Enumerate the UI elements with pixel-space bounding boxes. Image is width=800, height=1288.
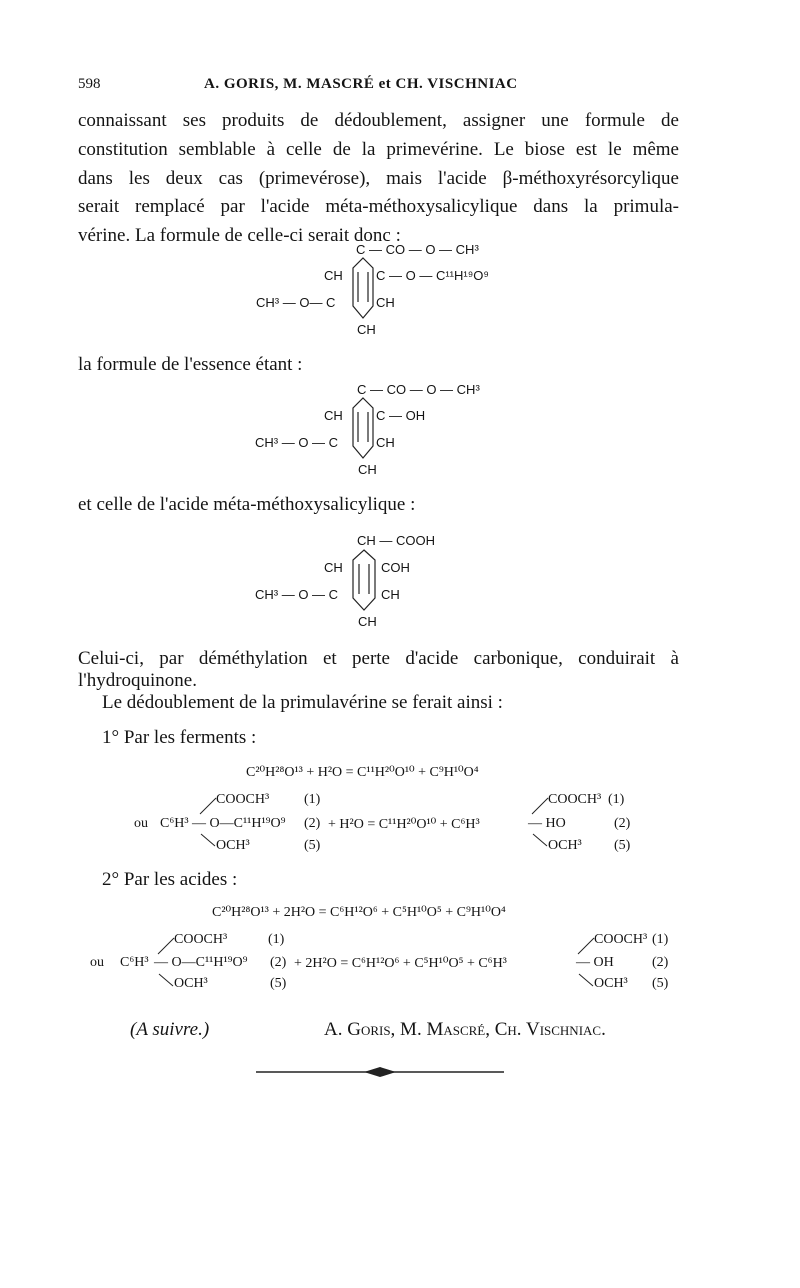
formula-bottom-group: CH xyxy=(358,614,377,629)
benzene-ring-icon xyxy=(350,396,376,460)
formula-right-lower: CH xyxy=(376,435,395,450)
position-number: (1) xyxy=(268,932,285,947)
summary-equation: C²⁰H²⁸O¹³ + 2H²O = C⁶H¹²O⁶ + C⁵H¹⁰O⁵ + C⁹H¹⁰O⁴ xyxy=(212,905,506,920)
formula-right-upper: COH xyxy=(381,560,410,575)
benzene-ring-icon xyxy=(350,256,376,320)
body-line: vérine. La formule de celle-ci serait donc : xyxy=(78,225,401,246)
position-number: (5) xyxy=(304,838,321,853)
formula-bottom-group: CH xyxy=(357,322,376,337)
formula-right-upper: C — O — C¹¹H¹⁹O⁹ xyxy=(376,268,489,283)
formula-bottom-group: CH xyxy=(358,462,377,477)
formula-left-lower: CH³ — O — C xyxy=(255,435,339,450)
position-number: (5) xyxy=(614,838,631,853)
body-line: dans les deux cas (primevérose), mais l'acide β-méthoxyrésorcylique xyxy=(78,168,679,189)
section-heading-ferments: 1° Par les ferments : xyxy=(102,727,257,748)
substituent-hydroxyl: — OH xyxy=(576,955,614,970)
a-suivre-note: (A suivre.) xyxy=(130,1019,210,1040)
body-line: serait remplacé par l'acide méta-méthoxysalicylique dans la primula- xyxy=(78,196,679,217)
summary-equation: C²⁰H²⁸O¹³ + H²O = C¹¹H²⁰O¹⁰ + C⁹H¹⁰O⁴ xyxy=(246,765,479,780)
position-number: (2) xyxy=(270,955,287,970)
formula-top-group: C — CO — O — CH³ xyxy=(357,382,480,397)
position-number: (2) xyxy=(304,816,321,831)
substituent-och3: OCH³ xyxy=(216,838,250,853)
position-number: (1) xyxy=(304,792,321,807)
substituent-hydroxyl: — HO xyxy=(528,816,566,831)
position-number: (5) xyxy=(270,976,287,991)
ou-label: ou xyxy=(134,816,148,831)
formula-left-upper: CH xyxy=(324,408,343,423)
formula-top-group: CH — COOH xyxy=(357,533,435,548)
substituent-glycoside: — O—C¹¹H¹⁹O⁹ xyxy=(154,955,248,970)
substituent-cooch3: COOCH³ xyxy=(594,932,648,947)
substituent-och3: OCH³ xyxy=(548,838,582,853)
formula-left-lower: CH³ — O— C xyxy=(256,295,336,310)
formula-right-lower: CH xyxy=(376,295,395,310)
substituent-och3: OCH³ xyxy=(594,976,628,991)
bond-lines-icon xyxy=(156,934,176,994)
benzene-core-left: C⁶H³ xyxy=(120,955,149,970)
bond-lines-icon xyxy=(198,794,218,854)
body-line: connaissant ses produits de dédoublement, assigner une formule de xyxy=(78,110,679,131)
body-line: constitution semblable à celle de la primevérine. Le biose est le même xyxy=(78,139,679,160)
substituent-cooch3: COOCH³ xyxy=(548,792,602,807)
header-authors: A. GORIS, M. MASCRÉ et CH. VISCHNIAC xyxy=(204,76,518,92)
position-number: (5) xyxy=(652,976,669,991)
signature-authors: A. Goris, M. Mascré, Ch. Vischniac. xyxy=(324,1019,606,1040)
benzene-ring-icon xyxy=(350,548,378,612)
substituent-cooch3: COOCH³ xyxy=(216,792,270,807)
position-number: (1) xyxy=(608,792,625,807)
section-heading-acides: 2° Par les acides : xyxy=(102,869,238,890)
substituent-och3: OCH³ xyxy=(174,976,208,991)
position-number: (1) xyxy=(652,932,669,947)
formula-right-lower: CH xyxy=(381,587,400,602)
body-line: l'hydroquinone. xyxy=(78,670,197,691)
page-number: 598 xyxy=(78,76,101,92)
formula-top-group: C — CO — O — CH³ xyxy=(356,242,479,257)
position-number: (2) xyxy=(652,955,669,970)
body-line: la formule de l'essence étant : xyxy=(78,354,303,375)
formula-right-upper: C — OH xyxy=(376,408,426,423)
running-head xyxy=(78,76,678,98)
end-rule-ornament-icon xyxy=(256,1066,504,1078)
body-line: et celle de l'acide méta-méthoxysalicylique : xyxy=(78,494,416,515)
formula-left-upper: CH xyxy=(324,560,343,575)
body-line: Celui-ci, par déméthylation et perte d'acide carbonique, conduirait à xyxy=(78,648,679,669)
formula-left-upper: CH xyxy=(324,268,343,283)
bond-lines-icon xyxy=(530,794,550,854)
bond-lines-icon xyxy=(576,934,596,994)
reaction-middle: + 2H²O = C⁶H¹²O⁶ + C⁵H¹⁰O⁵ + C⁶H³ xyxy=(294,956,507,971)
ou-label: ou xyxy=(90,955,104,970)
formula-left-lower: CH³ — O — C xyxy=(255,587,339,602)
substituent-cooch3: COOCH³ xyxy=(174,932,228,947)
benzene-core-left: C⁶H³ xyxy=(160,816,189,831)
position-number: (2) xyxy=(614,816,631,831)
substituent-glycoside: — O—C¹¹H¹⁹O⁹ xyxy=(192,816,286,831)
body-line: Le dédoublement de la primulavérine se ferait ainsi : xyxy=(102,692,503,713)
reaction-middle: + H²O = C¹¹H²⁰O¹⁰ + C⁶H³ xyxy=(328,817,480,832)
